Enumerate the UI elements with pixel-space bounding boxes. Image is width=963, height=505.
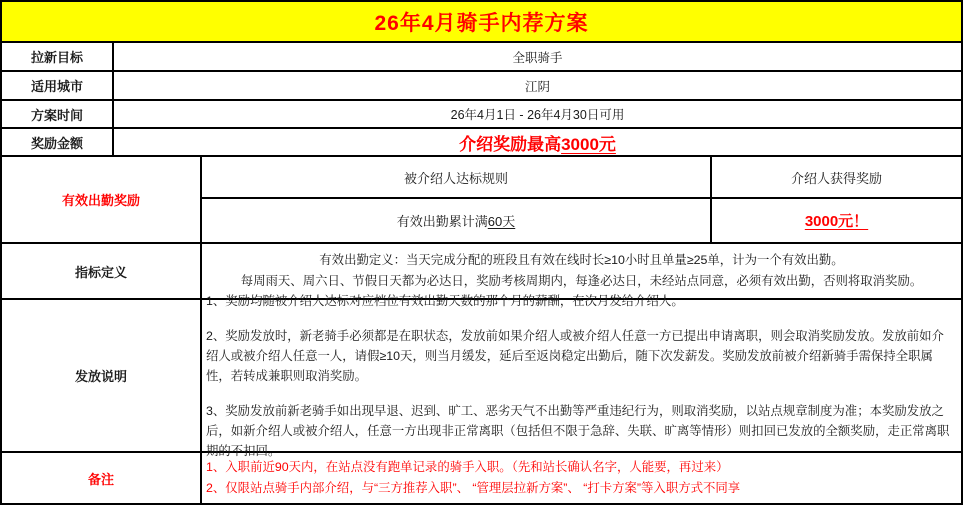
reward-amount-number: 3000元 [561, 134, 616, 154]
row-value-period: 26年4月1日 - 26年4月30日可用 [112, 101, 961, 127]
remark-line-1: 1、入职前近90天内，在站点没有跑单记录的骑手入职。（先和站长确认名字，人能要，再过来） [206, 460, 729, 474]
rule-header: 被介绍人达标规则 [403, 170, 508, 186]
row-label-metric-definition: 指标定义 [74, 264, 127, 280]
attendance-reward-grid [200, 157, 961, 242]
payment-note-2: 2、奖励发放时，新老骑手必须都是在职状态，发放前如果介绍人或被介绍人任意一方已提出申请离职，则会取消奖励发放。发放前如介绍人或被介绍人任意一人，请假≥10天，则当月缓发，延后至返岗稳定出勤后，随下次发薪发。奖励发放前被介绍新骑手需保持全职属性，若转成兼职则取消奖励。 [206, 328, 944, 383]
table-row [2, 43, 961, 72]
table-row [2, 129, 961, 157]
rule-value-days: 60天 [487, 214, 516, 229]
row-value-city: 江阴 [112, 72, 961, 99]
row-label-period: 方案时间 [30, 107, 83, 123]
table-row [2, 453, 961, 503]
remarks-content [200, 453, 961, 503]
row-label-payment-notes: 发放说明 [74, 369, 127, 384]
reward-amount-value [112, 129, 961, 155]
metric-definition-line1: 有效出勤定义：当天完成分配的班段且有效在线时长≥10小时且单量≥25单，计为一个有效出勤。 [319, 253, 844, 267]
payment-notes-content [200, 293, 961, 458]
rule-value-prefix: 有效出勤累计满 [396, 214, 488, 229]
title-row [2, 2, 961, 43]
attendance-data-row [202, 199, 961, 242]
row-label-attendance-reward: 有效出勤奖励 [61, 193, 140, 208]
table-row [2, 101, 961, 129]
attendance-reward-section [2, 157, 961, 244]
reward-amount-prefix: 介绍奖励最高 [459, 134, 562, 154]
table-row [2, 72, 961, 101]
attendance-header-row [202, 157, 961, 199]
rule-value [202, 199, 710, 242]
reward-header: 介绍人获得奖励 [710, 157, 961, 197]
reward-value-text: 3000元！ [804, 213, 869, 230]
row-label-target: 拉新目标 [30, 50, 83, 65]
row-value-target: 全职骑手 [112, 43, 961, 70]
row-label-remarks: 备注 [87, 471, 114, 487]
row-label-city: 适用城市 [30, 79, 83, 94]
remark-line-2: 2、仅限站点骑手内部介绍，与“三方推荐入职”、 “管理层拉新方案”、 “打卡方案”等入职方式不同享 [206, 481, 741, 495]
table-row [2, 293, 961, 458]
metric-definition-line2: 每周雨天、周六日、节假日天都为必达日，奖励考核周期内，每逢必达日，未经站点同意，必须有效出勤，否则将取消奖励。 [240, 274, 923, 288]
payment-note-3: 3、奖励发放前新老骑手如出现早退、迟到、旷工、恶劣天气不出勤等严重违纪行为，则取消奖励，以站点规章制度为准；本奖励发放之后，如新介绍人或被介绍人，任意一方出现非正常离职（包括但不限于急辞、失联、旷离等情形）则扣回已发放的全额奖励，走正常离职期的不扣回。 [206, 403, 950, 458]
reward-value [710, 199, 961, 242]
page-title: 26年4月骑手内荐方案 [374, 11, 589, 35]
payment-note-1: 1、奖励均随被介绍人达标对应档位有效出勤天数的那个月的薪酬，在次月发给介绍人。 [206, 293, 684, 308]
row-label-reward-amount: 奖励金额 [30, 135, 83, 151]
